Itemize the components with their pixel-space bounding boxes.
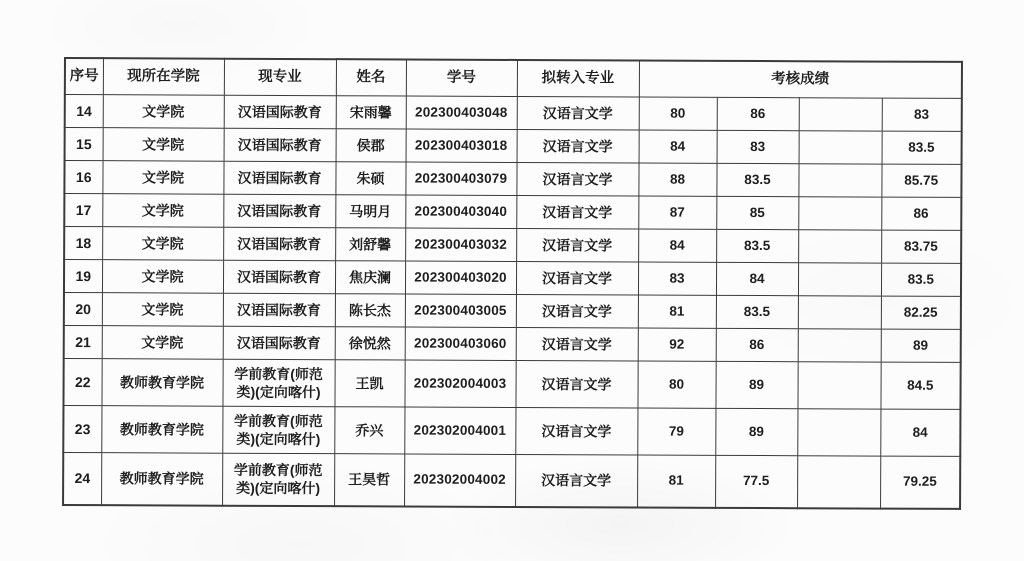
cell-target-major: 汉语言文学 [515,454,637,507]
cell-score-2: 77.5 [715,455,797,507]
table-row [64,227,961,264]
cell-no: 16 [64,161,102,194]
cell-score-3 [798,296,881,329]
table-row [63,453,960,509]
cell-score-avg: 82.25 [881,296,961,329]
cell-student-id: 202300403032 [405,228,516,261]
cell-target-major: 汉语言文学 [516,294,638,328]
cell-target-major: 汉语言文学 [515,360,637,408]
header-student-id: 学号 [406,59,517,96]
cell-score-1: 81 [637,455,715,507]
cell-name: 宋雨馨 [336,96,406,129]
cell-college: 文学院 [103,95,224,129]
cell-student-id: 202300403060 [405,327,516,360]
cell-score-avg: 89 [881,329,961,362]
cell-student-id: 202300403020 [405,261,516,294]
table-row [64,260,961,297]
table-row [64,293,961,330]
cell-no: 22 [63,359,101,406]
cell-no: 18 [64,227,102,260]
cell-score-avg: 83.5 [882,131,962,164]
cell-score-1: 83 [638,262,716,295]
cell-score-2: 83 [717,130,799,163]
table-body [63,95,962,509]
cell-score-2: 89 [715,408,797,455]
cell-name: 马明月 [335,195,405,228]
cell-major: 汉语国际教育 [223,194,335,227]
cell-major: 汉语国际教育 [224,95,336,128]
cell-score-2: 83.5 [716,229,798,262]
cell-no: 23 [63,406,101,453]
cell-student-id: 202302004002 [404,454,515,506]
cell-major: 学前教育(师范类)(定向喀什) [222,359,334,406]
cell-name: 王昊哲 [334,454,404,506]
header-target-major: 拟转入专业 [517,60,639,97]
cell-college: 教师教育学院 [101,406,222,454]
cell-no: 15 [65,128,103,161]
table-row [64,161,961,198]
cell-name: 乔兴 [334,407,404,454]
cell-target-major: 汉语言文学 [515,407,637,455]
cell-target-major: 汉语言文学 [516,327,638,361]
cell-major: 汉语国际教育 [223,326,335,359]
cell-target-major: 汉语言文学 [516,261,638,295]
cell-name: 侯郡 [336,129,406,162]
cell-no: 19 [64,260,102,293]
cell-major: 学前教育(师范类)(定向喀什) [222,406,334,453]
cell-no: 21 [64,326,102,359]
cell-score-avg: 83 [882,98,962,131]
table-row [65,128,962,165]
cell-name: 朱硕 [335,162,405,195]
table-row [64,326,961,363]
cell-student-id: 202300403018 [406,129,517,162]
cell-target-major: 汉语言文学 [516,162,638,196]
cell-score-2: 84 [716,262,798,295]
cell-major: 汉语国际教育 [223,293,335,326]
cell-college: 文学院 [102,260,223,294]
cell-score-1: 81 [638,295,716,328]
cell-score-1: 80 [639,97,717,130]
cell-score-1: 88 [638,163,716,196]
cell-score-avg: 79.25 [880,456,960,508]
cell-score-2: 86 [716,328,798,361]
cell-score-3 [799,131,882,164]
cell-no: 20 [64,293,102,326]
cell-college: 文学院 [102,161,223,195]
cell-major: 汉语国际教育 [223,227,335,260]
cell-college: 文学院 [102,326,223,360]
cell-student-id: 202300403048 [406,96,517,129]
cell-score-avg: 85.75 [881,164,961,197]
cell-no: 17 [64,194,102,227]
cell-score-2: 83.5 [716,295,798,328]
cell-score-avg: 84 [880,409,960,456]
cell-score-1: 84 [639,130,717,163]
cell-score-avg: 83.75 [881,230,961,263]
cell-college: 教师教育学院 [101,453,222,506]
cell-score-avg: 84.5 [880,362,960,409]
table-row [65,95,962,132]
cell-score-3 [798,329,881,362]
cell-score-3 [798,164,881,197]
cell-no: 24 [63,453,101,505]
cell-score-1: 87 [638,196,716,229]
transfer-assessment-table [62,57,963,509]
cell-score-3 [799,98,882,131]
cell-target-major: 汉语言文学 [517,129,639,163]
cell-name: 刘舒馨 [335,228,405,261]
header-college: 现所在学院 [103,58,224,95]
cell-student-id: 202302004003 [404,360,515,407]
cell-score-3 [797,456,880,508]
cell-score-avg: 86 [881,197,961,230]
cell-score-1: 92 [638,328,716,361]
header-no: 序号 [65,58,103,95]
cell-major: 汉语国际教育 [223,161,335,194]
cell-college: 文学院 [102,194,223,228]
header-major: 现专业 [224,59,336,96]
cell-major: 汉语国际教育 [223,260,335,293]
score-table-scan [62,57,963,509]
cell-score-1: 80 [637,361,715,408]
cell-name: 陈长杰 [335,294,405,327]
cell-score-2: 89 [715,361,797,408]
cell-name: 焦庆澜 [335,261,405,294]
cell-no: 14 [65,95,103,128]
cell-college: 教师教育学院 [101,359,222,407]
cell-score-2: 86 [717,97,799,130]
cell-student-id: 202300403005 [405,294,516,327]
table-row [64,194,961,231]
cell-student-id: 202300403079 [405,162,516,195]
cell-major: 汉语国际教育 [224,128,336,161]
cell-name: 徐悦然 [335,327,405,360]
cell-student-id: 202300403040 [405,195,516,228]
cell-target-major: 汉语言文学 [516,195,638,229]
header-row [65,58,962,98]
cell-score-1: 84 [638,229,716,262]
cell-score-avg: 83.5 [881,263,961,296]
cell-college: 文学院 [102,227,223,261]
cell-student-id: 202302004001 [404,407,515,454]
cell-major: 学前教育(师范类)(定向喀什) [222,453,334,505]
cell-target-major: 汉语言文学 [517,96,639,130]
cell-score-3 [798,197,881,230]
header-name: 姓名 [336,59,406,96]
table-row [63,359,960,410]
cell-score-1: 79 [637,408,715,455]
cell-score-2: 83.5 [716,163,798,196]
cell-college: 文学院 [102,293,223,327]
header-scores: 考核成绩 [639,61,962,99]
cell-score-3 [797,362,880,409]
cell-score-3 [797,409,880,456]
cell-college: 文学院 [103,128,224,162]
cell-score-3 [798,263,881,296]
cell-target-major: 汉语言文学 [516,228,638,262]
cell-name: 王凯 [334,360,404,407]
cell-score-3 [798,230,881,263]
table-row [63,406,960,457]
cell-score-2: 85 [716,196,798,229]
